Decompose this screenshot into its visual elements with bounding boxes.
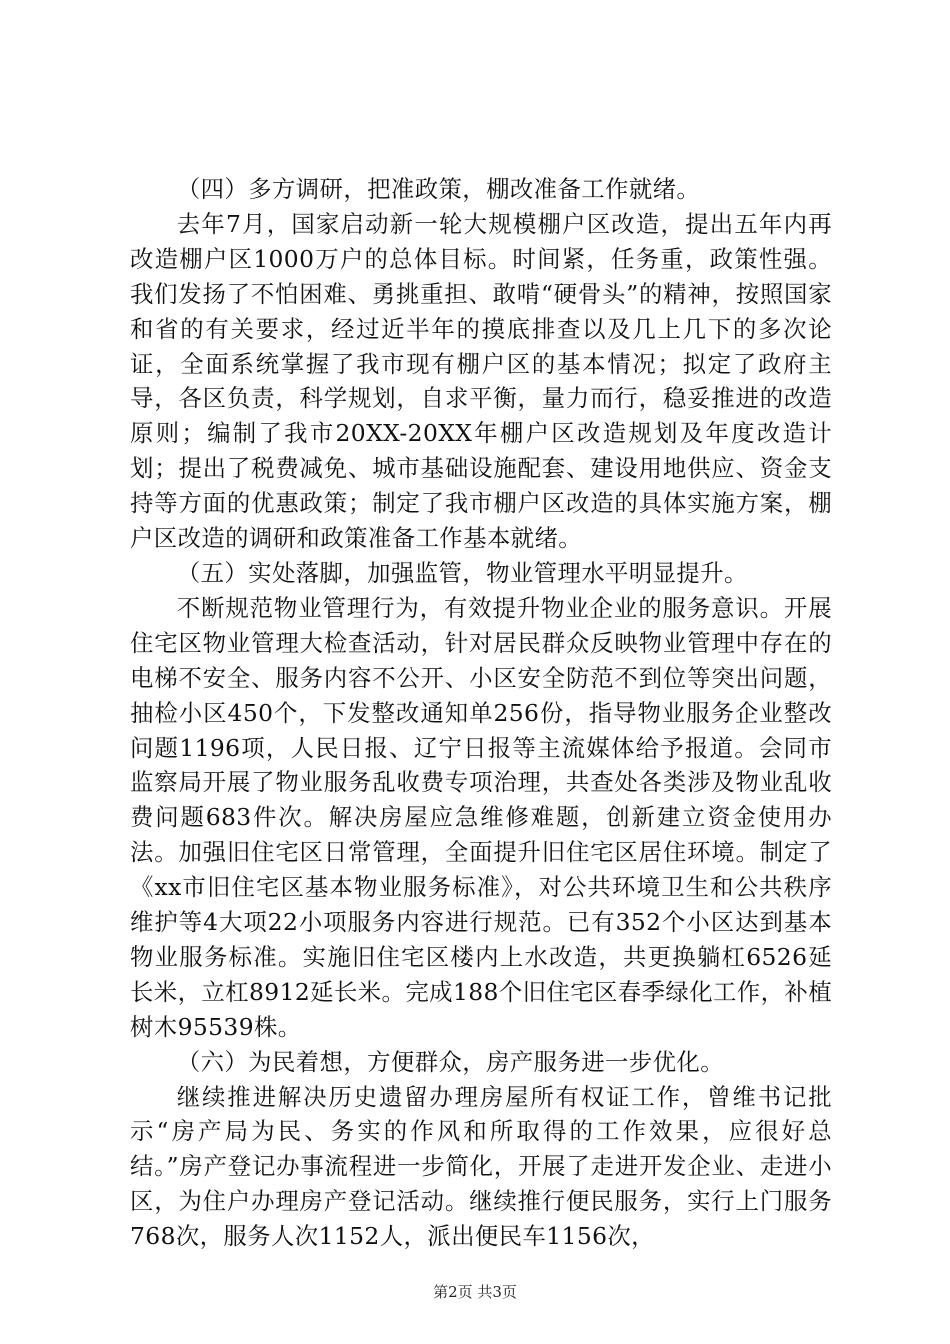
document-body xyxy=(130,172,832,1254)
section-heading-5: （五）实处落脚，加强监管，物业管理水平明显提升。 xyxy=(176,558,748,587)
section-heading-4: （四）多方调研，把准政策，棚改准备工作就绪。 xyxy=(176,175,701,203)
section-heading-6: （六）为民着想，方便群众，房产服务进一步优化。 xyxy=(176,1047,724,1076)
body-paragraph-housing-services: 继续推进解决历史遗留办理房屋所有权证工作，曾维书记批示“房产局为民、务实的作风和所取得的工作效果，应很好总结。”房产登记办事流程进一步简化，开展了走进开发企业、走进小区，为住户办理房产登记活动。继续推行便民服务，实行上门服务768次，服务人次1152人，派出便民车1156次， xyxy=(130,1082,832,1251)
body-paragraph-shantytown-renovation: 去年7月，国家启动新一轮大规模棚户区改造，提出五年内再改造棚户区1000万户的总体目标。时间紧，任务重，政策性强。我们发扬了不怕困难、勇挑重担、敢啃“硬骨头”的精神，按照国家和省的有关要求，经过近半年的摸底排查以及几上几下的多次论证，全面系统掌握了我市现有棚户区的基本情况；拟定了政府主导，各区负责，科学规划，自求平衡，量力而行，稳妥推进的改造原则；编制了我市20XX-20XX年棚户区改造规划及年度改造计划；提出了税费减免、城市基础设施配套、建设用地供应、资金支持等方面的优惠政策；制定了我市棚户区改造的具体实施方案，棚户区改造的调研和政策准备工作基本就绪。 xyxy=(130,209,832,553)
body-paragraph-property-management: 不断规范物业管理行为，有效提升物业企业的服务意识。开展住宅区物业管理大检查活动，针对居民群众反映物业管理中存在的电梯不安全、服务内容不公开、小区安全防范不到位等突出问题，抽检小区450个，下发整改通知单256份，指导物业服务企业整改问题1196项，人民日报、辽宁日报等主流媒体给予报道。会同市监察局开展了物业服务乱收费专项治理，共查处各类涉及物业乱收费问题683件次。解决房屋应急维修难题，创新建立资金使用办法。加强旧住宅区日常管理，全面提升旧住宅区居住环境。制定了《xx市旧住宅区基本物业服务标准》，对公共环境卫生和公共秩序维护等4大项22小项服务内容进行规范。已有352个小区达到基本物业服务标准。实施旧住宅区楼内上水改造，共更换躺杠6526延长米，立杠8912延长米。完成188个旧住宅区春季绿化工作，补植树木95539株。 xyxy=(130,593,832,1041)
page-number-footer: 第2页 共3页 xyxy=(433,1283,517,1301)
